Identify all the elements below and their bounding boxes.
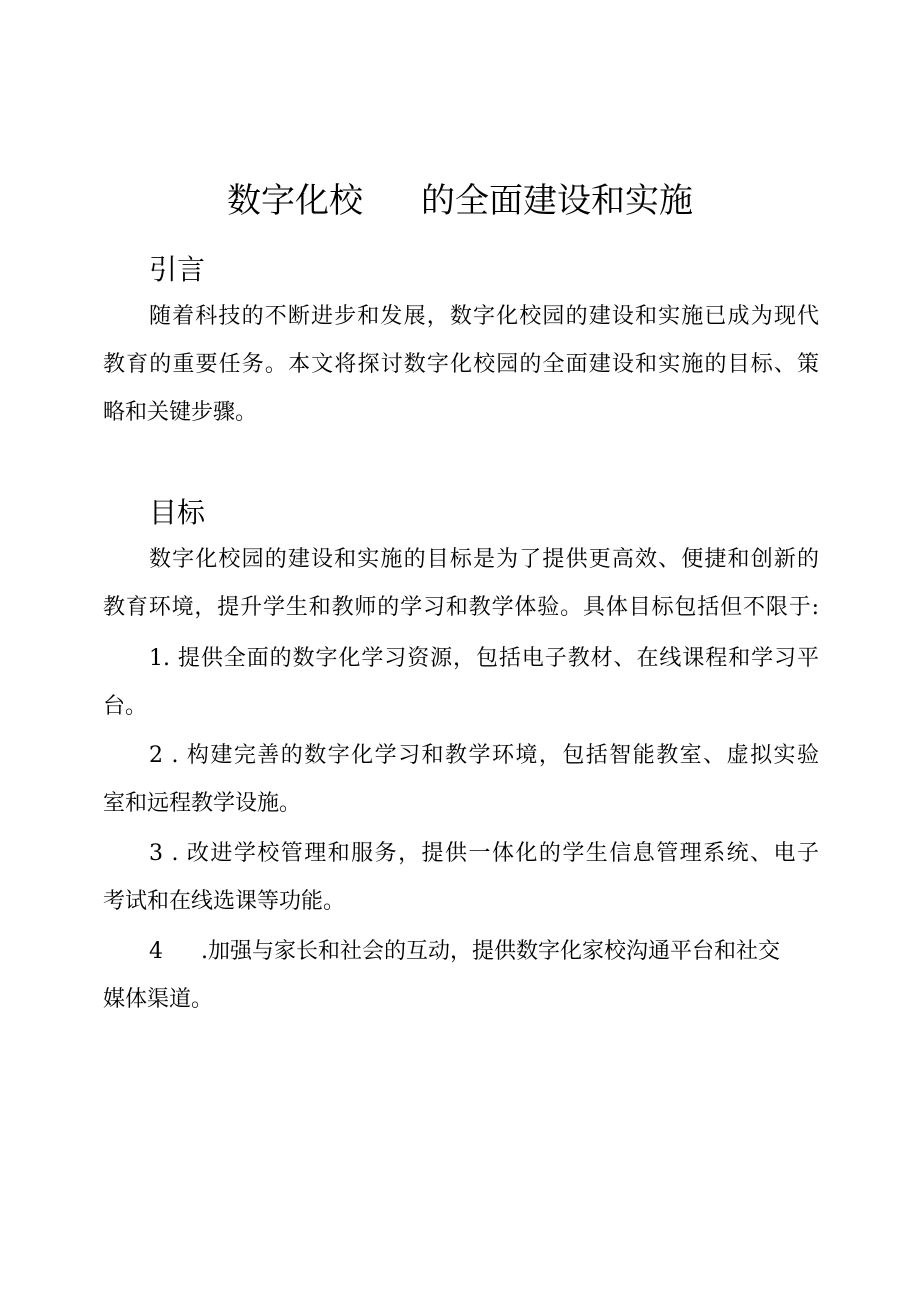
- goal-item-3: [103, 830, 819, 926]
- intro-paragraph: [103, 293, 819, 437]
- paragraph-line: 教育的重要任务。本文将探讨数字化校园的全面建设和实施的目标、策: [103, 352, 819, 377]
- goal-item-text: .加强与家长和社会的互动，提供数字化家校沟通平台和社交: [201, 939, 780, 964]
- paragraph-line: 略和关键步骤。: [103, 400, 258, 425]
- paragraph-line: 随着科技的不断进步和发展，数字化校园的建设和实施已成为现代: [149, 304, 819, 329]
- goal-item-2: [103, 732, 819, 828]
- section-heading-intro: 引言: [149, 253, 206, 286]
- paragraph-line: 室和远程教学设施。: [103, 791, 302, 816]
- paragraph-line: 媒体渠道。: [103, 987, 214, 1012]
- title-part-2: 的全面建设和实施: [421, 181, 693, 221]
- goal-item-4: [103, 928, 819, 1024]
- section-heading-goals: 目标: [149, 496, 206, 529]
- paragraph-line: 3 . 改进学校管理和服务，提供一体化的学生信息管理系统、电子: [149, 841, 819, 866]
- paragraph-line: 教育环境，提升学生和教师的学习和教学体验。具体目标包括但不限于:: [103, 595, 819, 620]
- title-part-1: 数字化校: [227, 181, 363, 221]
- goals-paragraph: [103, 536, 819, 632]
- paragraph-line: [103, 928, 819, 976]
- paragraph-line: 台。: [103, 694, 148, 719]
- paragraph-line: 考试和在线选课等功能。: [103, 889, 346, 914]
- goal-item-number: 4: [149, 939, 163, 964]
- document-title: [0, 178, 920, 224]
- goal-item-1: [103, 635, 819, 731]
- paragraph-line: 1. 提供全面的数字化学习资源，包括电子教材、在线课程和学习平: [149, 646, 819, 671]
- paragraph-line: 数字化校园的建设和实施的目标是为了提供更高效、便捷和创新的: [149, 547, 819, 572]
- paragraph-line: 2 . 构建完善的数字化学习和教学环境，包括智能教室、虚拟实验: [149, 743, 819, 768]
